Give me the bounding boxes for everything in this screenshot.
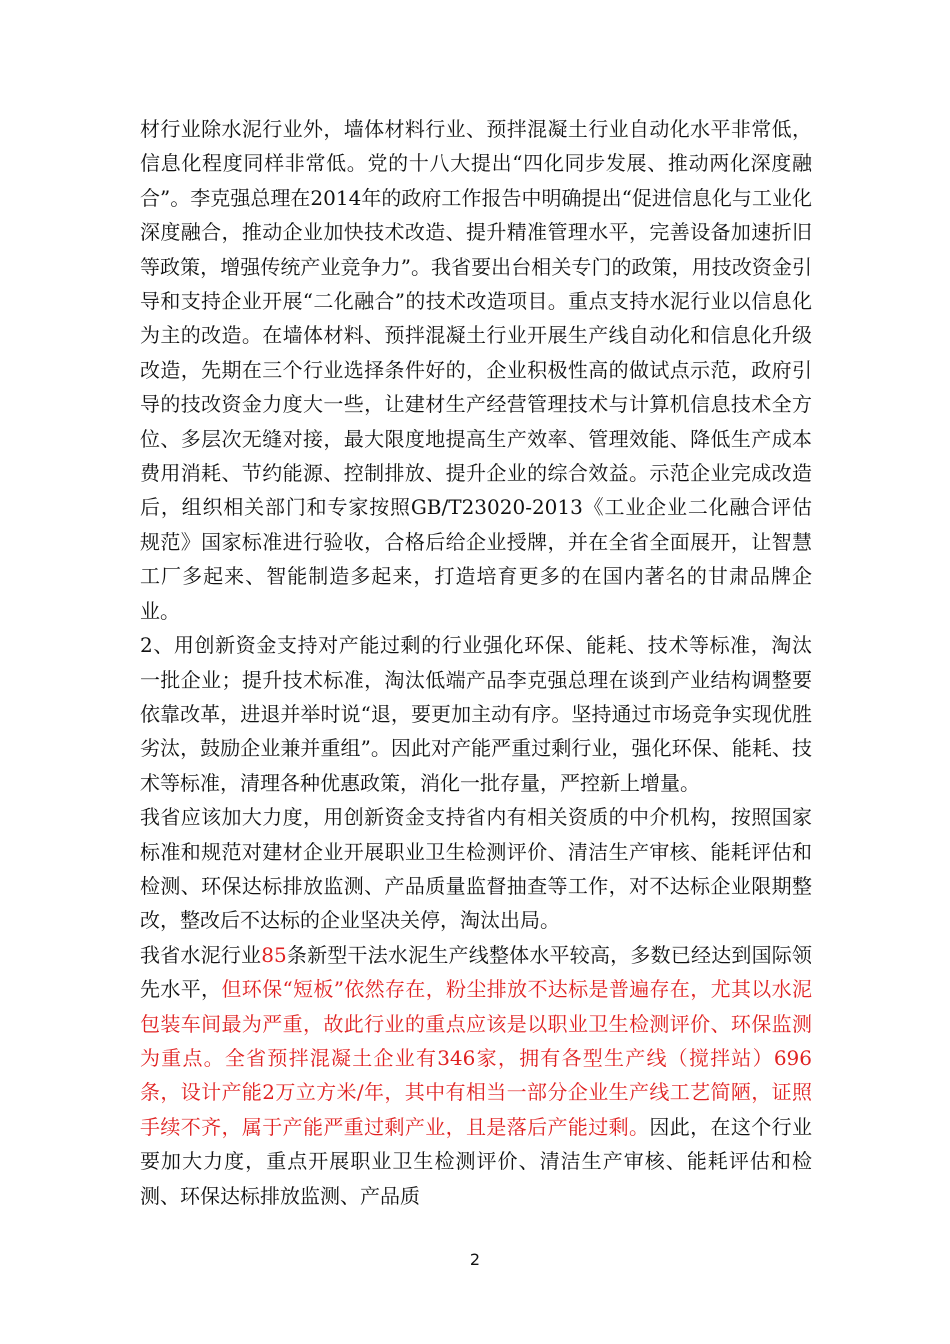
paragraph-text: 因此，在这个行业要加大力度，重点开展职业卫生检测评价、清洁生产审核、能耗评估和检测、环保达标排放监测、产品质 bbox=[140, 1114, 812, 1208]
paragraph-cement-industry bbox=[140, 938, 812, 1213]
paragraph-item-2 bbox=[140, 628, 812, 800]
paragraph-text: 我省水泥行业 bbox=[140, 942, 262, 967]
paragraph-province-effort bbox=[140, 800, 812, 938]
highlighted-number: 85 bbox=[261, 942, 287, 967]
paragraph-text: 我省应该加大力度，用创新资金支持省内有相关资质的中介机构，按照国家标准和规范对建材企业开展职业卫生检测评价、清洁生产审核、能耗评估和检测、环保达标排放监测、产品质量监督抽查等工作，对不达标企业限期整改，整改后不达标的企业坚决关停，淘汰出局。 bbox=[140, 805, 812, 933]
paragraph-text: 条新型干法水泥生产线整体水平较高，多数已经达到国际领先水平， bbox=[140, 942, 813, 1002]
paragraph-text: 2、用创新资金支持对产能过剩的行业强化环保、能耗、技术等标准，淘汰一批企业；提升技术标准，淘汰低端产品李克强总理在谈到产业结构调整要依靠改革，进退并举时说“退，要更加主动有序。坚持通过市场竞争实现优胜劣汰，鼓励企业兼并重组”。因此对产能严重过剩行业，强化环保、能耗、技术等标准，清理各种优惠政策，消化一批存量，严控新上增量。 bbox=[140, 633, 812, 795]
paragraph-text: 材行业除水泥行业外，墙体材料行业、预拌混凝土行业自动化水平非常低，信息化程度同样非常低。党的十八大提出“四化同步发展、推动两化深度融合”。李克强总理在2014年的政府工作报告中明确提出“促进信息化与工业化深度融合，推动企业加快技术改造、提升精准管理水平，完善设备加速折旧等政策，增强传统产业竞争力”。我省要出台相关专门的政策，用技改资金引导和支持企业开展“二化融合”的技术改造项目。重点支持水泥行业以信息化为主的改造。在墙体材料、预拌混凝土行业开展生产线自动化和信息化升级改造，先期在三个行业选择条件好的，企业积极性高的做试点示范，政府引导的技改资金力度大一些，让建材生产经营管理技术与计算机信息技术全方位、多层次无缝对接，最大限度地提高生产效率、管理效能、降低生产成本费用消耗、节约能源、控制排放、提升企业的综合效益。示范企业完成改造后，组织相关部门和专家按照GB/T23020-2013《工业企业二化融合评估规范》国家标准进行验收，合格后给企业授牌，并在全省全面展开，让智慧工厂多起来、智能制造多起来，打造培育更多的在国内著名的甘肃品牌企业。 bbox=[140, 117, 812, 623]
paragraph-integration bbox=[140, 112, 812, 628]
document-body bbox=[140, 112, 812, 1213]
highlighted-text: 但环保“短板”依然存在，粉尘排放不达标是普遍存在，尤其以水泥包装车间最为严重，故此行业的重点应该是以职业卫生检测评价、环保监测为重点。全省预拌混凝土企业有346家，拥有各型生产线（搅拌站）696条，设计产能2万立方米/年，其中有相当一部分企业生产线工艺简陋，证照手续不齐，属于产能严重过剩产业，且是落后产能过剩。 bbox=[140, 977, 813, 1139]
page-number: 2 bbox=[469, 1250, 481, 1269]
